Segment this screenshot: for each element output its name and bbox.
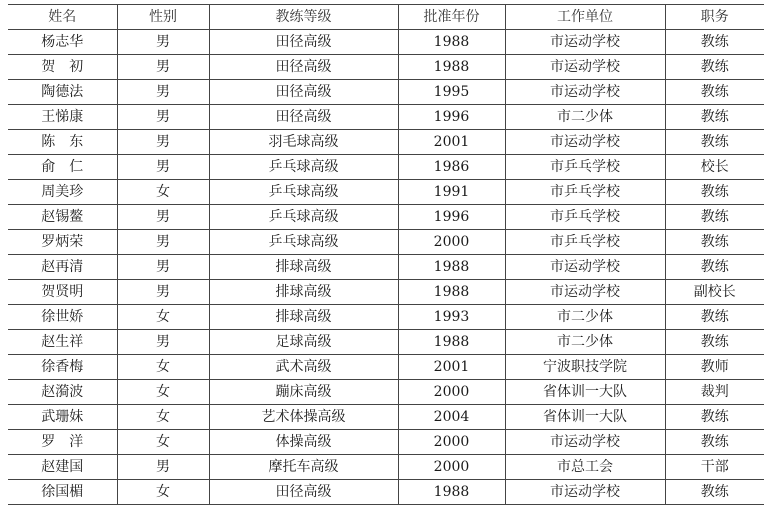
work-unit-cell: 省体训一大队: [505, 380, 665, 405]
table-body: [8, 30, 764, 505]
approval-year-cell: 2000: [398, 430, 505, 455]
coach-level-cell: 艺术体操高级: [209, 405, 398, 430]
position-cell: 教练: [665, 480, 764, 505]
coach-level-cell: 田径高级: [209, 30, 398, 55]
approval-year-cell: 2001: [398, 355, 505, 380]
gender-cell: 男: [117, 455, 209, 480]
gender-cell: 男: [117, 55, 209, 80]
gender-cell: 男: [117, 230, 209, 255]
approval-year-cell: 1996: [398, 105, 505, 130]
coach-level-cell: 排球高级: [209, 255, 398, 280]
table-row: [8, 430, 764, 455]
approval-year-cell: 2001: [398, 130, 505, 155]
name-cell: 罗 洋: [8, 430, 117, 455]
work-unit-cell: 市二少体: [505, 330, 665, 355]
coach-table: [8, 4, 764, 505]
coach-level-cell: 足球高级: [209, 330, 398, 355]
gender-cell: 男: [117, 205, 209, 230]
work-unit-cell: 市运动学校: [505, 480, 665, 505]
position-cell: 教练: [665, 130, 764, 155]
coach-level-cell: 田径高级: [209, 80, 398, 105]
table-row: [8, 305, 764, 330]
work-unit-cell: 市乒乓学校: [505, 205, 665, 230]
name-cell: 武珊妹: [8, 405, 117, 430]
gender-cell: 男: [117, 280, 209, 305]
coach-level-cell: 武术高级: [209, 355, 398, 380]
name-cell: 杨志华: [8, 30, 117, 55]
column-header-coach-level: 教练等级: [209, 5, 398, 30]
position-cell: 教练: [665, 30, 764, 55]
table-row: [8, 230, 764, 255]
coach-level-cell: 蹦床高级: [209, 380, 398, 405]
approval-year-cell: 2000: [398, 230, 505, 255]
table-row: [8, 330, 764, 355]
gender-cell: 女: [117, 480, 209, 505]
position-cell: 教练: [665, 230, 764, 255]
name-cell: 赵生祥: [8, 330, 117, 355]
work-unit-cell: 市运动学校: [505, 80, 665, 105]
name-cell: 罗炳荣: [8, 230, 117, 255]
table-row: [8, 455, 764, 480]
column-header-gender: 性别: [117, 5, 209, 30]
position-cell: 教练: [665, 205, 764, 230]
gender-cell: 女: [117, 355, 209, 380]
table-row: [8, 205, 764, 230]
position-cell: 教练: [665, 55, 764, 80]
approval-year-cell: 1988: [398, 30, 505, 55]
work-unit-cell: 市乒乓学校: [505, 180, 665, 205]
approval-year-cell: 1988: [398, 280, 505, 305]
coach-level-cell: 乒乓球高级: [209, 230, 398, 255]
approval-year-cell: 1995: [398, 80, 505, 105]
gender-cell: 男: [117, 255, 209, 280]
name-cell: 周美珍: [8, 180, 117, 205]
name-cell: 陶德法: [8, 80, 117, 105]
work-unit-cell: 宁波职技学院: [505, 355, 665, 380]
approval-year-cell: 1996: [398, 205, 505, 230]
position-cell: 教练: [665, 430, 764, 455]
name-cell: 徐国楣: [8, 480, 117, 505]
work-unit-cell: 市乒乓学校: [505, 230, 665, 255]
approval-year-cell: 2000: [398, 455, 505, 480]
gender-cell: 男: [117, 80, 209, 105]
header-row: [8, 5, 764, 30]
table-row: [8, 105, 764, 130]
name-cell: 徐世娇: [8, 305, 117, 330]
work-unit-cell: 市运动学校: [505, 430, 665, 455]
column-header-name: 姓名: [8, 5, 117, 30]
approval-year-cell: 1993: [398, 305, 505, 330]
position-cell: 教练: [665, 180, 764, 205]
gender-cell: 女: [117, 305, 209, 330]
table-row: [8, 280, 764, 305]
name-cell: 陈 东: [8, 130, 117, 155]
approval-year-cell: 1988: [398, 255, 505, 280]
name-cell: 赵建国: [8, 455, 117, 480]
position-cell: 教练: [665, 80, 764, 105]
position-cell: 干部: [665, 455, 764, 480]
position-cell: 教练: [665, 330, 764, 355]
coach-level-cell: 乒乓球高级: [209, 205, 398, 230]
position-cell: 教练: [665, 305, 764, 330]
work-unit-cell: 市运动学校: [505, 280, 665, 305]
name-cell: 俞 仁: [8, 155, 117, 180]
coach-level-cell: 田径高级: [209, 480, 398, 505]
coach-roster: [8, 4, 764, 505]
table-row: [8, 480, 764, 505]
position-cell: 裁判: [665, 380, 764, 405]
coach-level-cell: 体操高级: [209, 430, 398, 455]
table-row: [8, 30, 764, 55]
column-header-position: 职务: [665, 5, 764, 30]
table-row: [8, 80, 764, 105]
position-cell: 教练: [665, 255, 764, 280]
coach-level-cell: 田径高级: [209, 105, 398, 130]
gender-cell: 女: [117, 380, 209, 405]
gender-cell: 男: [117, 130, 209, 155]
approval-year-cell: 2004: [398, 405, 505, 430]
gender-cell: 男: [117, 155, 209, 180]
work-unit-cell: 市运动学校: [505, 130, 665, 155]
table-header: [8, 5, 764, 30]
table-row: [8, 180, 764, 205]
coach-level-cell: 乒乓球高级: [209, 155, 398, 180]
gender-cell: 女: [117, 405, 209, 430]
work-unit-cell: 市运动学校: [505, 255, 665, 280]
coach-level-cell: 乒乓球高级: [209, 180, 398, 205]
gender-cell: 男: [117, 30, 209, 55]
work-unit-cell: 市运动学校: [505, 55, 665, 80]
approval-year-cell: 1988: [398, 480, 505, 505]
gender-cell: 男: [117, 105, 209, 130]
approval-year-cell: 1988: [398, 330, 505, 355]
work-unit-cell: 市运动学校: [505, 30, 665, 55]
approval-year-cell: 1991: [398, 180, 505, 205]
work-unit-cell: 市二少体: [505, 305, 665, 330]
work-unit-cell: 市乒乓学校: [505, 155, 665, 180]
position-cell: 副校长: [665, 280, 764, 305]
name-cell: 贺贤明: [8, 280, 117, 305]
name-cell: 赵再清: [8, 255, 117, 280]
column-header-approval-year: 批准年份: [398, 5, 505, 30]
name-cell: 赵锡鳌: [8, 205, 117, 230]
table-row: [8, 130, 764, 155]
approval-year-cell: 2000: [398, 380, 505, 405]
coach-level-cell: 田径高级: [209, 55, 398, 80]
approval-year-cell: 1988: [398, 55, 505, 80]
coach-level-cell: 羽毛球高级: [209, 130, 398, 155]
name-cell: 徐香梅: [8, 355, 117, 380]
name-cell: 王悌康: [8, 105, 117, 130]
gender-cell: 女: [117, 430, 209, 455]
position-cell: 教练: [665, 405, 764, 430]
table-row: [8, 255, 764, 280]
name-cell: 贺 初: [8, 55, 117, 80]
name-cell: 赵漪波: [8, 380, 117, 405]
table-row: [8, 380, 764, 405]
column-header-work-unit: 工作单位: [505, 5, 665, 30]
position-cell: 校长: [665, 155, 764, 180]
approval-year-cell: 1986: [398, 155, 505, 180]
table-row: [8, 55, 764, 80]
gender-cell: 男: [117, 330, 209, 355]
coach-level-cell: 摩托车高级: [209, 455, 398, 480]
work-unit-cell: 市二少体: [505, 105, 665, 130]
table-row: [8, 155, 764, 180]
work-unit-cell: 市总工会: [505, 455, 665, 480]
coach-level-cell: 排球高级: [209, 305, 398, 330]
work-unit-cell: 省体训一大队: [505, 405, 665, 430]
position-cell: 教师: [665, 355, 764, 380]
gender-cell: 女: [117, 180, 209, 205]
table-row: [8, 355, 764, 380]
coach-level-cell: 排球高级: [209, 280, 398, 305]
table-row: [8, 405, 764, 430]
position-cell: 教练: [665, 105, 764, 130]
